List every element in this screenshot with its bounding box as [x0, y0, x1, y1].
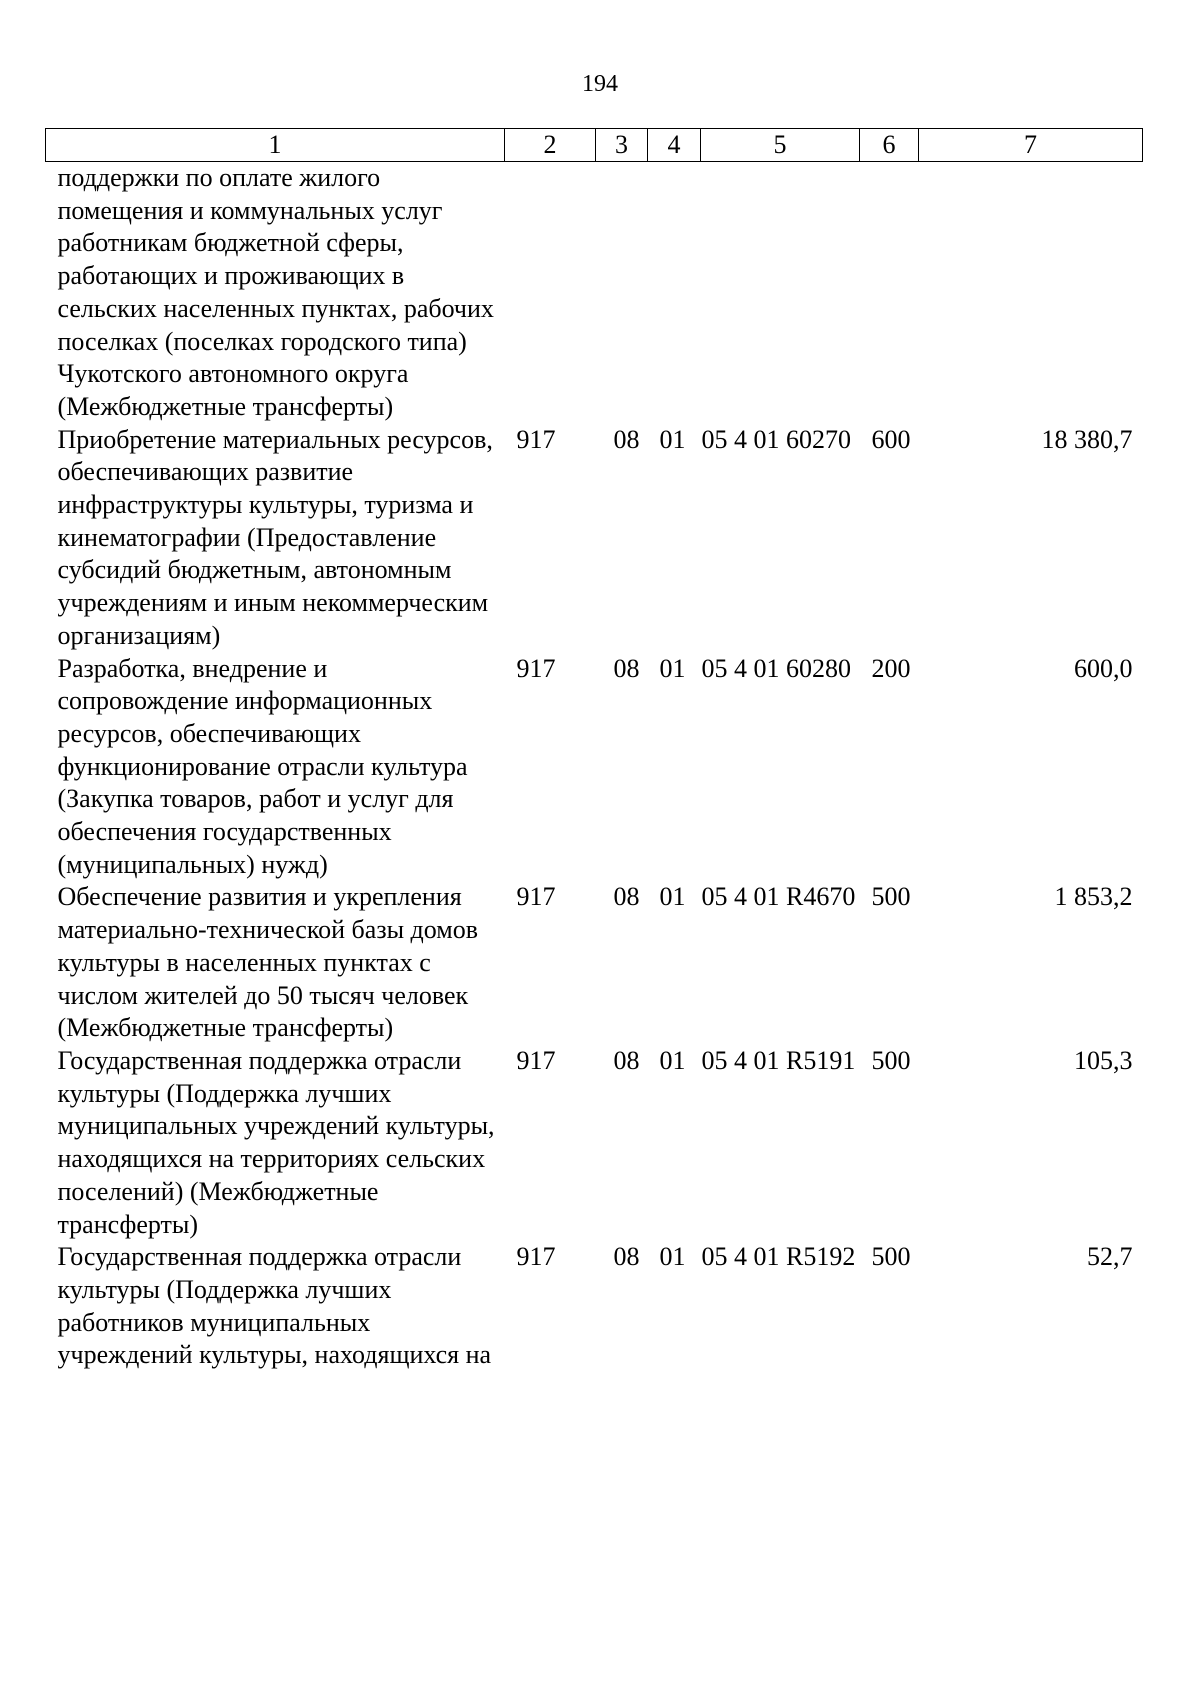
table-row — [46, 424, 1143, 653]
header-col-4: 4 — [648, 129, 701, 162]
cell-type: 500 — [871, 882, 911, 912]
cell-subsection: 01 — [659, 882, 686, 912]
table-body — [46, 162, 1143, 1373]
cell-target: 05 4 01 60280 — [701, 653, 851, 683]
cell-type: 500 — [871, 1242, 911, 1272]
page-number: 194 — [582, 71, 618, 97]
header-row — [46, 129, 1143, 162]
cell-type: 200 — [871, 653, 911, 683]
cell-code: 917 — [516, 1242, 556, 1272]
table-row — [46, 162, 1143, 424]
cell-amount: 18 380,7 — [1041, 424, 1133, 454]
cell-code: 917 — [516, 424, 556, 454]
cell-amount: 52,7 — [1087, 1242, 1133, 1272]
cell-target: 05 4 01 R5191 — [701, 1045, 856, 1075]
cell-amount: 1 853,2 — [1054, 882, 1133, 912]
cell-code — [505, 162, 596, 424]
cell-code: 917 — [516, 1045, 556, 1075]
cell-name: Обеспечение развития и укрепления материально-технической базы домов культуры в населенных пунктах с числом жителей до 50 тысяч человек (Межбюджетные трансферты) — [57, 882, 479, 1043]
table-header — [46, 129, 1143, 162]
cell-subsection: 01 — [659, 1045, 686, 1075]
header-col-5: 5 — [701, 129, 860, 162]
cell-type: 600 — [871, 424, 911, 454]
cell-type: 500 — [871, 1045, 911, 1075]
header-col-1: 1 — [46, 129, 505, 162]
cell-section: 08 — [613, 424, 640, 454]
cell-name: Разработка, внедрение и сопровождение информационных ресурсов, обеспечивающих функционирование отрасли культура (Закупка товаров, работ и услуг для обеспечения государственных (муниципальных) нужд) — [57, 653, 468, 879]
header-col-3: 3 — [596, 129, 648, 162]
cell-target: 05 4 01 60270 — [701, 424, 851, 454]
table-row — [46, 1045, 1143, 1241]
cell-name: Приобретение материальных ресурсов, обеспечивающих развитие инфраструктуры культуры, туризма и кинематографии (Предоставление субсидий бюджетным, автономным учреждениям и иным некоммерческим организациям) — [57, 424, 493, 650]
cell-amount: 105,3 — [1074, 1045, 1133, 1075]
header-col-6: 6 — [860, 129, 919, 162]
cell-section: 08 — [613, 1242, 640, 1272]
table-row — [46, 881, 1143, 1045]
cell-section: 08 — [613, 653, 640, 683]
cell-target — [701, 162, 860, 424]
cell-name: Государственная поддержка отрасли культуры (Поддержка лучших муниципальных учреждений культуры, находящихся на территориях сельских поселений) (Межбюджетные трансферты) — [57, 1045, 495, 1239]
header-col-2: 2 — [505, 129, 596, 162]
budget-table — [45, 128, 1143, 1372]
cell-target: 05 4 01 R4670 — [701, 882, 856, 912]
header-col-7: 7 — [919, 129, 1143, 162]
cell-section: 08 — [613, 882, 640, 912]
cell-section — [596, 162, 648, 424]
cell-amount — [919, 162, 1143, 424]
cell-target: 05 4 01 R5192 — [701, 1242, 856, 1272]
cell-subsection: 01 — [659, 653, 686, 683]
cell-type — [860, 162, 919, 424]
cell-name: Государственная поддержка отрасли культуры (Поддержка лучших работников муниципальных учреждений культуры, находящихся на — [57, 1242, 492, 1370]
table-row — [46, 1241, 1143, 1372]
cell-amount: 600,0 — [1074, 653, 1133, 683]
cell-code: 917 — [516, 653, 556, 683]
table-row — [46, 653, 1143, 882]
cell-name: поддержки по оплате жилого помещения и коммунальных услуг работникам бюджетной сферы, работающих и проживающих в сельских населенных пунктах, рабочих поселках (поселках городского типа) Чукотского автономного округа (Межбюджетные трансферты) — [57, 163, 494, 421]
cell-subsection: 01 — [659, 424, 686, 454]
cell-section: 08 — [613, 1045, 640, 1075]
cell-subsection — [648, 162, 701, 424]
cell-code: 917 — [516, 882, 556, 912]
cell-subsection: 01 — [659, 1242, 686, 1272]
